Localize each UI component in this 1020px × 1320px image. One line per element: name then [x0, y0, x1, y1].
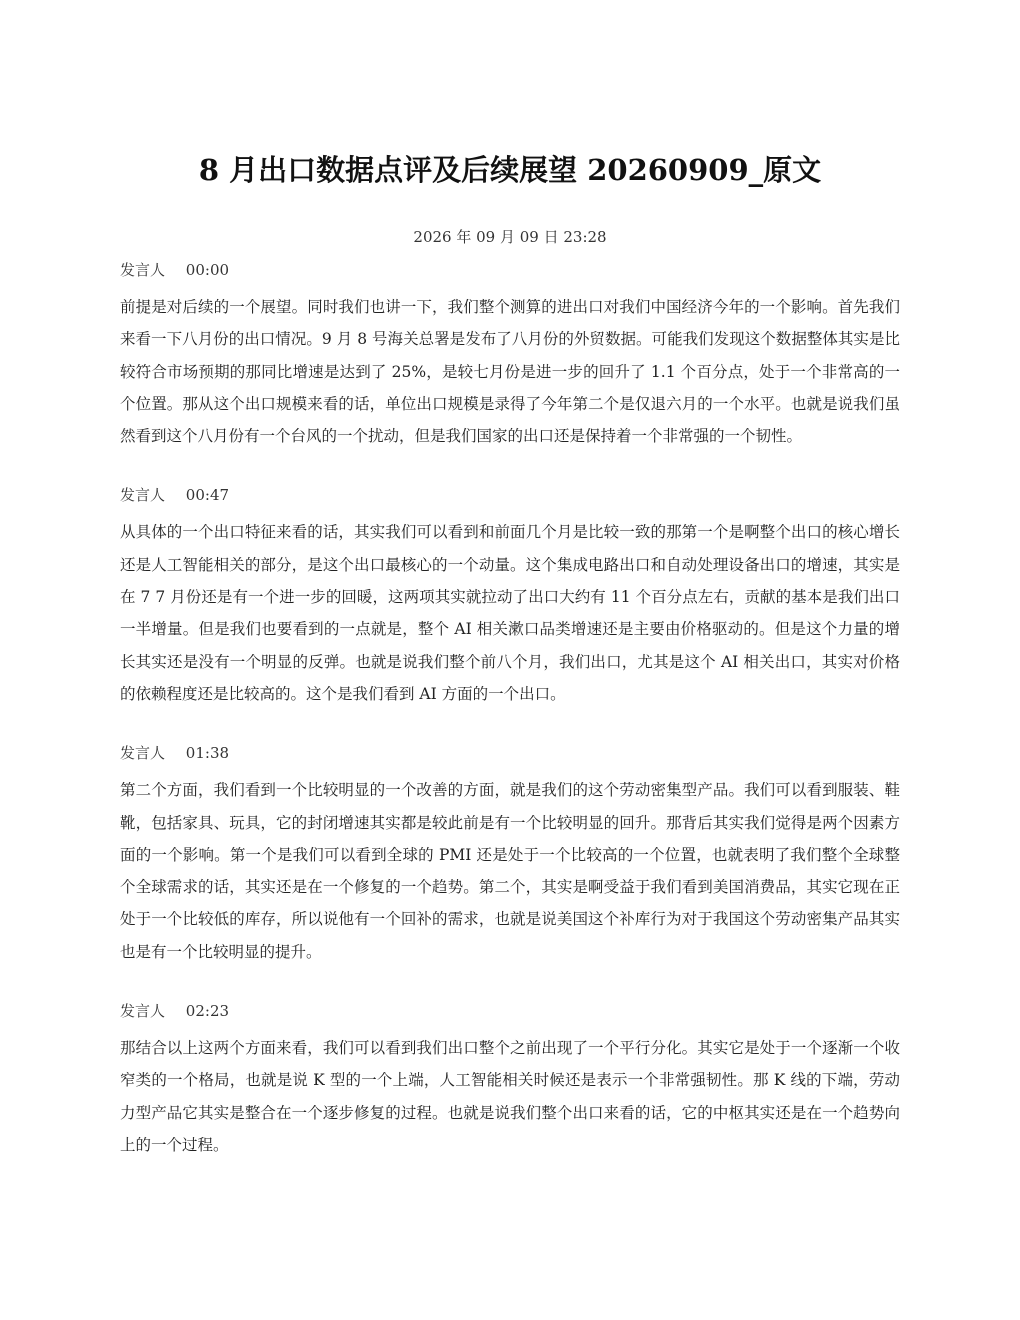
segment-text: 前提是对后续的一个展望。同时我们也讲一下，我们整个测算的进出口对我们中国经济今年的一个影响。首先我们来看一下八月份的出口情况。9 月 8 号海关总署是发布了八月份的外贸数据。可能我们发现这个数据整体其实是比较符合市场预期的那同比增速是达到了 25%，是较七月份是进一步的回升了 1.1 个百分点，处于一个非常高的一个位置。那从这个出口规模来看的话，单位出口规模是录得了今年第二个是仅退六月的一个水平。也就是说我们虽然看到这个八月份有一个台风的一个扰动，但是我们国家的出口还是保持着一个非常强的一个韧性。: [120, 298, 900, 446]
segment-text: 那结合以上这两个方面来看，我们可以看到我们出口整个之前出现了一个平行分化。其实它是处于一个逐渐一个收窄类的一个格局，也就是说 K 型的一个上端，人工智能相关时候还是表示一个非常强韧性。那 K 线的下端，劳动力型产品它其实是整合在一个逐步修复的过程。也就是说我们整个出口来看的话，它的中枢其实还是在一个趋势向上的一个过程。: [120, 1039, 900, 1154]
transcript: [120, 259, 900, 1161]
segment-text: 从具体的一个出口特征来看的话，其实我们可以看到和前面几个月是比较一致的那第一个是啊整个出口的核心增长还是人工智能相关的部分，是这个出口最核心的一个动量。这个集成电路出口和自动处理设备出口的增速，其实是在 7 7 月份还是有一个进一步的回暖，这两项其实就拉动了出口大约有 11 个百分点左右，贡献的基本是我们出口一半增量。但是我们也要看到的一点就是，整个 AI 相关漱口品类增速还是主要由价格驱动的。但是这个力量的增长其实还是没有一个明显的反弹。也就是说我们整个前八个月，我们出口，尤其是这个 AI 相关出口，其实对价格的依赖程度还是比较高的。这个是我们看到 AI 方面的一个出口。: [120, 523, 900, 703]
transcript-segment: [120, 742, 900, 968]
speaker-timestamp: 02:23: [185, 1002, 230, 1021]
speaker-line: [120, 742, 900, 764]
speaker-timestamp: 00:00: [185, 261, 230, 279]
speaker-line: [120, 259, 900, 281]
transcript-segment: [120, 484, 900, 710]
speaker-timestamp: 00:47: [185, 486, 230, 505]
speaker-name: 发言人: [120, 261, 166, 279]
speaker-line: [120, 484, 900, 506]
segment-text: 第二个方面，我们看到一个比较明显的一个改善的方面，就是我们的这个劳动密集型产品。我们可以看到服装、鞋靴，包括家具、玩具，它的封闭增速其实都是较此前是有一个比较明显的回升。那背后其实我们觉得是两个因素方面的一个影响。第一个是我们可以看到全球的 PMI 还是处于一个比较高的一个位置，也就表明了我们整个全球整个全球需求的话，其实还是在一个修复的一个趋势。第二个，其实是啊受益于我们看到美国消费品，其实它现在正处于一个比较低的库存，所以说他有一个回补的需求，也就是说美国这个补库行为对于我国这个劳动密集产品其实也是有一个比较明显的提升。: [120, 781, 900, 961]
speaker-name: 发言人: [120, 1002, 166, 1021]
transcript-segment: [120, 1000, 900, 1161]
transcript-segment: [120, 259, 900, 452]
document-datetime: 2026 年 09 月 09 日 23:28: [413, 228, 607, 246]
speaker-timestamp: 01:38: [185, 744, 230, 763]
speaker-line: [120, 1000, 900, 1022]
document-title: 8 月出口数据点评及后续展望 20260909_原文: [198, 153, 822, 187]
document-page: [120, 148, 900, 1161]
speaker-name: 发言人: [120, 486, 166, 505]
speaker-name: 发言人: [120, 744, 166, 763]
